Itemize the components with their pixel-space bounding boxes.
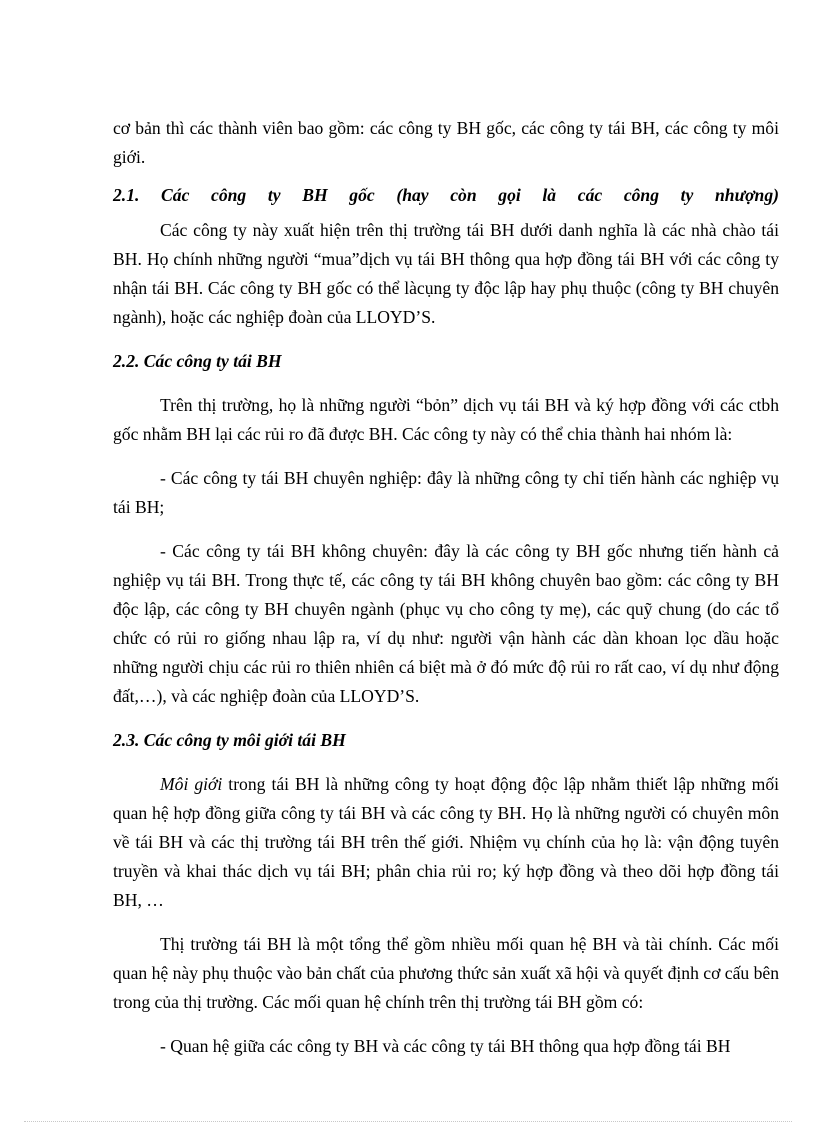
- section-heading-2-3: 2.3. Các công ty môi giới tái BH: [113, 730, 346, 750]
- section-2-1-body: Các công ty này xuất hiện trên thị trường tái BH dưới danh nghĩa là các nhà chào tái BH. Họ chính những người “mua”dịch vụ tái BH thông qua hợp đồng tái BH với các công ty nhận tái BH. Các công ty BH gốc có thể làcụng ty độc lập hay phụ thuộc (công ty BH chuyên ngành), hoặc các nghiệp đoàn của LLOYD’S.: [113, 220, 779, 327]
- intro-paragraph: cơ bản thì các thành viên bao gồm: các công ty BH gốc, các công ty tái BH, các công ty môi giới.: [113, 118, 779, 167]
- section-2-2-bullet-2: - Các công ty tái BH không chuyên: đây là các công ty BH gốc nhưng tiến hành cả nghiệp vụ tái BH. Trong thực tế, các công ty tái BH không chuyên bao gồm: các công ty BH độc lập, các công ty BH chuyên ngành (phục vụ cho công ty mẹ), các quỹ chung (do các tổ chức có rủi ro giống nhau lập ra, ví dụ như: người vận hành các dàn khoan lọc dầu hoặc những người chịu các rủi ro thiên nhiên cá biệt mà ở đó mức độ rủi ro rất cao, ví dụ như động đất,…), và các nghiệp đoàn của LLOYD’S.: [113, 541, 779, 706]
- document-page: [113, 114, 779, 1061]
- section-2-3-bullet-1: - Quan hệ giữa các công ty BH và các công ty tái BH thông qua hợp đồng tái BH: [160, 1036, 731, 1056]
- section-2-2-bullet-1: - Các công ty tái BH chuyên nghiệp: đây là những công ty chỉ tiến hành các nghiệp vụ tái BH;: [113, 468, 779, 517]
- section-2-3-body-2: Thị trường tái BH là một tổng thể gồm nhiều mối quan hệ BH và tài chính. Các mối quan hệ này phụ thuộc vào bản chất của phương thức sản xuất xã hội và quyết định cơ cấu bên trong của thị trường. Các mối quan hệ chính trên thị trường tái BH gồm có:: [113, 934, 779, 1012]
- section-2-3-body-lead: Môi giới: [160, 774, 223, 794]
- section-heading-2-1: 2.1. Các công ty BH gốc (hay còn gọi là các công ty nhượng): [113, 185, 779, 205]
- section-heading-2-2: 2.2. Các công ty tái BH: [113, 351, 282, 371]
- page-bottom-divider: [24, 1121, 792, 1122]
- section-2-3-body-rest: trong tái BH là những công ty hoạt động độc lập nhằm thiết lập những mối quan hệ hợp đồng giữa công ty tái BH và các công ty BH. Họ là những người có chuyên môn về tái BH và các thị trường tái BH trên thế giới. Nhiệm vụ chính của họ là: vận động tuyên truyền và khai thác dịch vụ tái BH; phân chia rủi ro; ký hợp đồng và theo dõi hợp đồng tái BH, …: [113, 774, 780, 910]
- section-2-2-body: Trên thị trường, họ là những người “bỏn” dịch vụ tái BH và ký hợp đồng với các ctbh gốc nhằm BH lại các rủi ro đã được BH. Các công ty này có thể chia thành hai nhóm là:: [113, 395, 779, 444]
- section-2-3-body: [113, 770, 779, 915]
